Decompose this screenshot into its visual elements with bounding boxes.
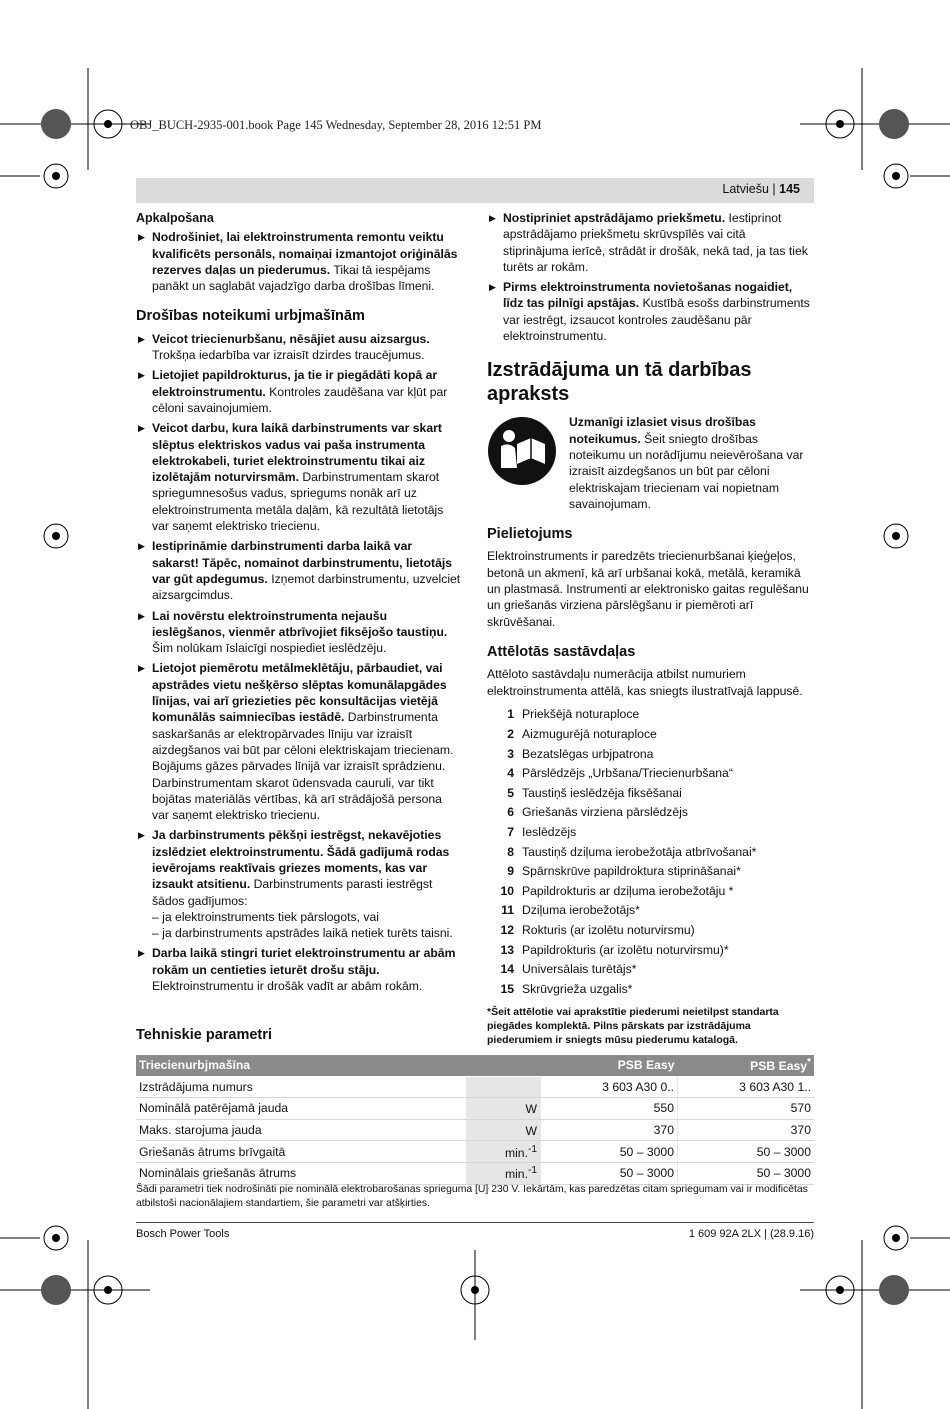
footnote: *Šeit attēlotie vai aprakstītie piederumi neietilpst standarta piegādes komplektā. Pilns pārskats par izstrādājuma piederumiem ir sniegts mūsu piederumu katalogā. [487, 1005, 779, 1046]
component-label: Skrūvgrieža uzgalis* [522, 981, 633, 996]
header-language: Latviešu [722, 182, 769, 196]
tech-row [136, 1119, 814, 1141]
component-label: Aizmugurējā noturaploce [522, 727, 657, 742]
warning-block [487, 414, 814, 512]
tech-head-col1: PSB Easy [541, 1055, 678, 1076]
component-item [487, 901, 814, 921]
component-item [487, 940, 814, 960]
component-item [487, 744, 814, 764]
bullet-8: ▶ Darba laikā stingri turiet elektroinstrumentu ar abām rokām un centieties ieturēt drošu stāju. Elektroinstrumentu ir drošāk vadīt ar abām rokām. [136, 945, 462, 994]
component-label: Bezatslēgas urbjpatrona [522, 746, 654, 761]
tech-unit: W [466, 1098, 541, 1120]
product-title: Izstrādājuma un tā darbības apraksts [487, 359, 752, 406]
service-title: Apkalpošana [136, 211, 214, 225]
tech-value-2: 3 603 A30 1.. [678, 1076, 815, 1098]
tech-header-row [136, 1055, 814, 1076]
component-label: Dziļuma ierobežotājs* [522, 903, 640, 918]
components-title: Attēlotās sastāvdaļas [487, 643, 636, 660]
component-number: 3 [507, 746, 514, 761]
bullet-2: ▶ Lietojiet papildrokturus, ja tie ir piegādāti kopā ar elektroinstrumentu. Kontroles zaudēšana var kļūt par cēloni savainojumiem. [136, 367, 462, 416]
component-item [487, 960, 814, 980]
component-number: 10 [500, 883, 514, 898]
right-bullet-2: ▶ Pirms elektroinstrumenta novietošanas nogaidiet, līdz tas pilnīgi apstājas. Kustībā esošs darbinstruments var iestrēgt, izsaucot kontroles zaudēšanu pār elektroinstrumentu. [487, 279, 814, 344]
component-item [487, 705, 814, 725]
component-number: 4 [507, 766, 514, 781]
tech-row [136, 1162, 814, 1184]
component-label: Taustiņš dziļuma ierobežotāja atbrīvošanai* [522, 844, 757, 859]
tech-value-1: 50 – 3000 [541, 1162, 678, 1184]
component-label: Priekšējā noturaploce [522, 707, 640, 722]
component-item [487, 803, 814, 823]
tech-value-1: 50 – 3000 [541, 1141, 678, 1163]
component-item [487, 764, 814, 784]
tech-table [136, 1055, 814, 1185]
warning-text: Uzmanīgi izlasiet visus drošības noteikumus. Šeit sniegto drošības noteikumu un norādījumu neievērošana var izraisīt aizdegšanos un būt par cēloni elektriskajam triecienam vai nopietnam savainojumam. [569, 415, 804, 511]
right-column [487, 210, 814, 1047]
printer-line: OBJ_BUCH-2935-001.book Page 145 Wednesday, September 28, 2016 12:51 PM [130, 118, 542, 132]
tech-value-1: 370 [541, 1119, 678, 1141]
footer-left: Bosch Power Tools [136, 1228, 230, 1240]
component-item [487, 842, 814, 862]
component-number: 6 [507, 805, 514, 820]
component-item [487, 724, 814, 744]
service-bullet: ▶ Nodrošiniet, lai elektroinstrumenta remontu veiktu kvalificēts personāls, nomaiņai izmantojot oriģinālās rezerves daļas un piederumus. Tikai tā iespējams panākt un saglabāt vajadzīgo darba drošības līmeni. [136, 229, 462, 294]
component-label: Papildrokturis ar dziļuma ierobežotāju * [522, 883, 734, 898]
tech-note: Šādi parametri tiek nodrošināti pie nominālā elektrobarošanas sprieguma [U] 230 V. Iekārtām, kas paredzētas citam spriegumam vai ir modificētas atbilstoši nacionālajiem standartiem, šie parametri var atšķirties. [136, 1184, 808, 1209]
tech-label: Nominālā patērējamā jauda [136, 1098, 466, 1120]
tech-label: Maks. starojuma jauda [136, 1119, 466, 1141]
right-bullet-1: ▶ Nostipriniet apstrādājamo priekšmetu. Iestiprinot apstrādājamo priekšmetu skrūvspīlēs vai citā stiprinājuma ierīcē, strādāt ir drošāk, nekā tad, ja tas tiek turēts ar rokām. [487, 210, 814, 275]
footer-rule [136, 1222, 814, 1223]
tech-unit [466, 1076, 541, 1098]
component-label: Griešanās virziena pārslēdzējs [522, 805, 688, 820]
tech-unit: min.$^{-1}$ [466, 1162, 541, 1184]
component-item [487, 881, 814, 901]
read-manual-icon [487, 416, 557, 486]
component-number: 15 [500, 981, 514, 996]
bullet-5: ▶ Lai novērstu elektroinstrumenta nejaušu ieslēgšanos, vienmēr atbrīvojiet fiksējošo taustiņu. Šim nolūkam īslaicīgi nospiediet ieslēdzēju. [136, 608, 462, 657]
component-number: 8 [507, 844, 514, 859]
dash-2: – ja darbinstruments apstrādes laikā netiek turēts taisni. [152, 926, 453, 941]
usage-title: Pielietojums [487, 526, 573, 543]
tech-head-label: Triecienurbjmašīna [136, 1055, 541, 1076]
tech-row [136, 1141, 814, 1163]
component-item [487, 862, 814, 882]
tech-unit: W [466, 1119, 541, 1141]
bullet-1: ▶ Veicot triecienurbšanu, nēsājiet ausu aizsargus. Trokšņa iedarbība var izraisīt dzirdes traucējumus. [136, 331, 462, 364]
tech-label: Izstrādājuma numurs [136, 1076, 466, 1098]
tech-label: Nominālais griešanās ātrums [136, 1162, 466, 1184]
page-number: 145 [779, 182, 800, 196]
footer-right: 1 609 92A 2LX | (28.9.16) [688, 1228, 814, 1240]
tech-title: Tehniskie parametri [136, 1027, 272, 1043]
tech-value-2: 570 [678, 1098, 815, 1120]
dash-1: – ja elektroinstruments tiek pārslogots, vai [152, 909, 379, 924]
component-item [487, 783, 814, 803]
component-label: Pārslēdzējs „Urbšana/Triecienurbšana“ [522, 766, 733, 781]
tech-value-2: 50 – 3000 [678, 1162, 815, 1184]
header-bar [136, 178, 814, 203]
bullet-6: ▶ Lietojot piemērotu metālmeklētāju, pārbaudiet, vai apstrādes vietu nešķērso slēptas komunālapgādes līnijas, vai arī griezieties pēc konsultācijas vietējā komunālās saimniecības iestādē. Darbinstrumenta saskaršanās ar elektropārvades līniju var izraisīt aizdegšanos vai būt par cēloni elektriskajam triecienam. Bojājums gāzes pārvades līnijā var izraisīt sprādzienu. Darbinstrumentam skarot ūdensvada cauruli, var tikt bojātas materiālās vērtības, kā arī strādājošā persona var saņemt elektrisko triecienu. [136, 660, 462, 823]
tech-value-2: 370 [678, 1119, 815, 1141]
tech-value-1: 550 [541, 1098, 678, 1120]
bullet-4: ▶ Iestiprināmie darbinstrumenti darba laikā var sakarst! Tāpēc, nomainot darbinstrumentu, lietotājs var gūt apdegumus. Izņemot darbinstrumentu, uzvelciet aizsargcimdus. [136, 538, 462, 603]
component-number: 12 [500, 923, 514, 937]
component-label: Universālais turētājs* [522, 962, 637, 977]
tech-unit: min.$^{-1}$ [466, 1141, 541, 1163]
component-label: Ieslēdzējs [522, 825, 577, 840]
component-label: Papildrokturis (ar izolētu noturvirsmu)* [522, 942, 729, 957]
component-label: Rokturis (ar izolētu noturvirsmu) [522, 923, 695, 937]
tech-label: Griešanās ātrums brīvgaitā [136, 1141, 466, 1163]
component-number: 14 [500, 962, 514, 977]
left-column [136, 210, 462, 998]
component-item [487, 979, 814, 999]
component-number: 2 [507, 727, 514, 742]
tech-value-2: 50 – 3000 [678, 1141, 815, 1163]
tech-value-1: 3 603 A30 0.. [541, 1076, 678, 1098]
component-label: Taustiņš ieslēdzēja fiksēšanai [522, 785, 682, 800]
drill-safety-title: Drošības noteikumi urbjmašīnām [136, 308, 365, 325]
tech-row [136, 1098, 814, 1120]
component-item [487, 822, 814, 842]
component-number: 1 [507, 707, 514, 722]
page-header: Latviešu | 145 [722, 182, 800, 196]
bullet-7: ▶ Ja darbinstruments pēkšņi iestrēgst, nekavējoties izslēdziet elektroinstrumentu. Šādā gadījumā rodas ievērojams reaktīvais griezes moments, kas var izsaukt atsitienu. Darbinstruments parasti iestrēgst šādos gadījumos: [136, 827, 462, 908]
component-number: 9 [507, 864, 514, 879]
components-list [487, 705, 814, 999]
component-number: 7 [507, 825, 514, 840]
component-label: Spārnskrūve papildroktura stiprināšanai* [522, 864, 741, 879]
tech-head-col2: PSB Easy* [678, 1055, 815, 1076]
tech-row [136, 1076, 814, 1098]
usage-text: Elektroinstruments ir paredzēts triecienurbšanai ķieģeļos, betonā un akmenī, kā arī urbšanai kokā, metālā, keramikā un plastmasā. Instrumenti ar elektronisko gaitas regulēšanu un griešanās virziena pārslēgšanu ir piemēroti arī skrūvēšanai. [487, 549, 809, 629]
components-intro: Attēloto sastāvdaļu numerācija atbilst numuriem elektroinstrumenta attēlā, kas sniegts ilustratīvajā lappusē. [487, 667, 803, 698]
component-number: 5 [507, 785, 514, 800]
component-number: 11 [501, 903, 514, 918]
component-number: 13 [500, 942, 514, 957]
bullet-3: ▶ Veicot darbu, kura laikā darbinstruments var skart slēptus elektriskos vadus vai paša instrumenta elektrokabeli, turiet elektroinstrumentu tikai aiz izolētajām noturvirsmām. Darbinstrumentam skarot spriegumnesošus vadus, spriegums nonāk arī uz elektroinstrumenta metāla daļām, kā rezultātā lietotājs var saņemt elektrisko triecienu. [136, 420, 462, 534]
component-item [487, 920, 814, 940]
